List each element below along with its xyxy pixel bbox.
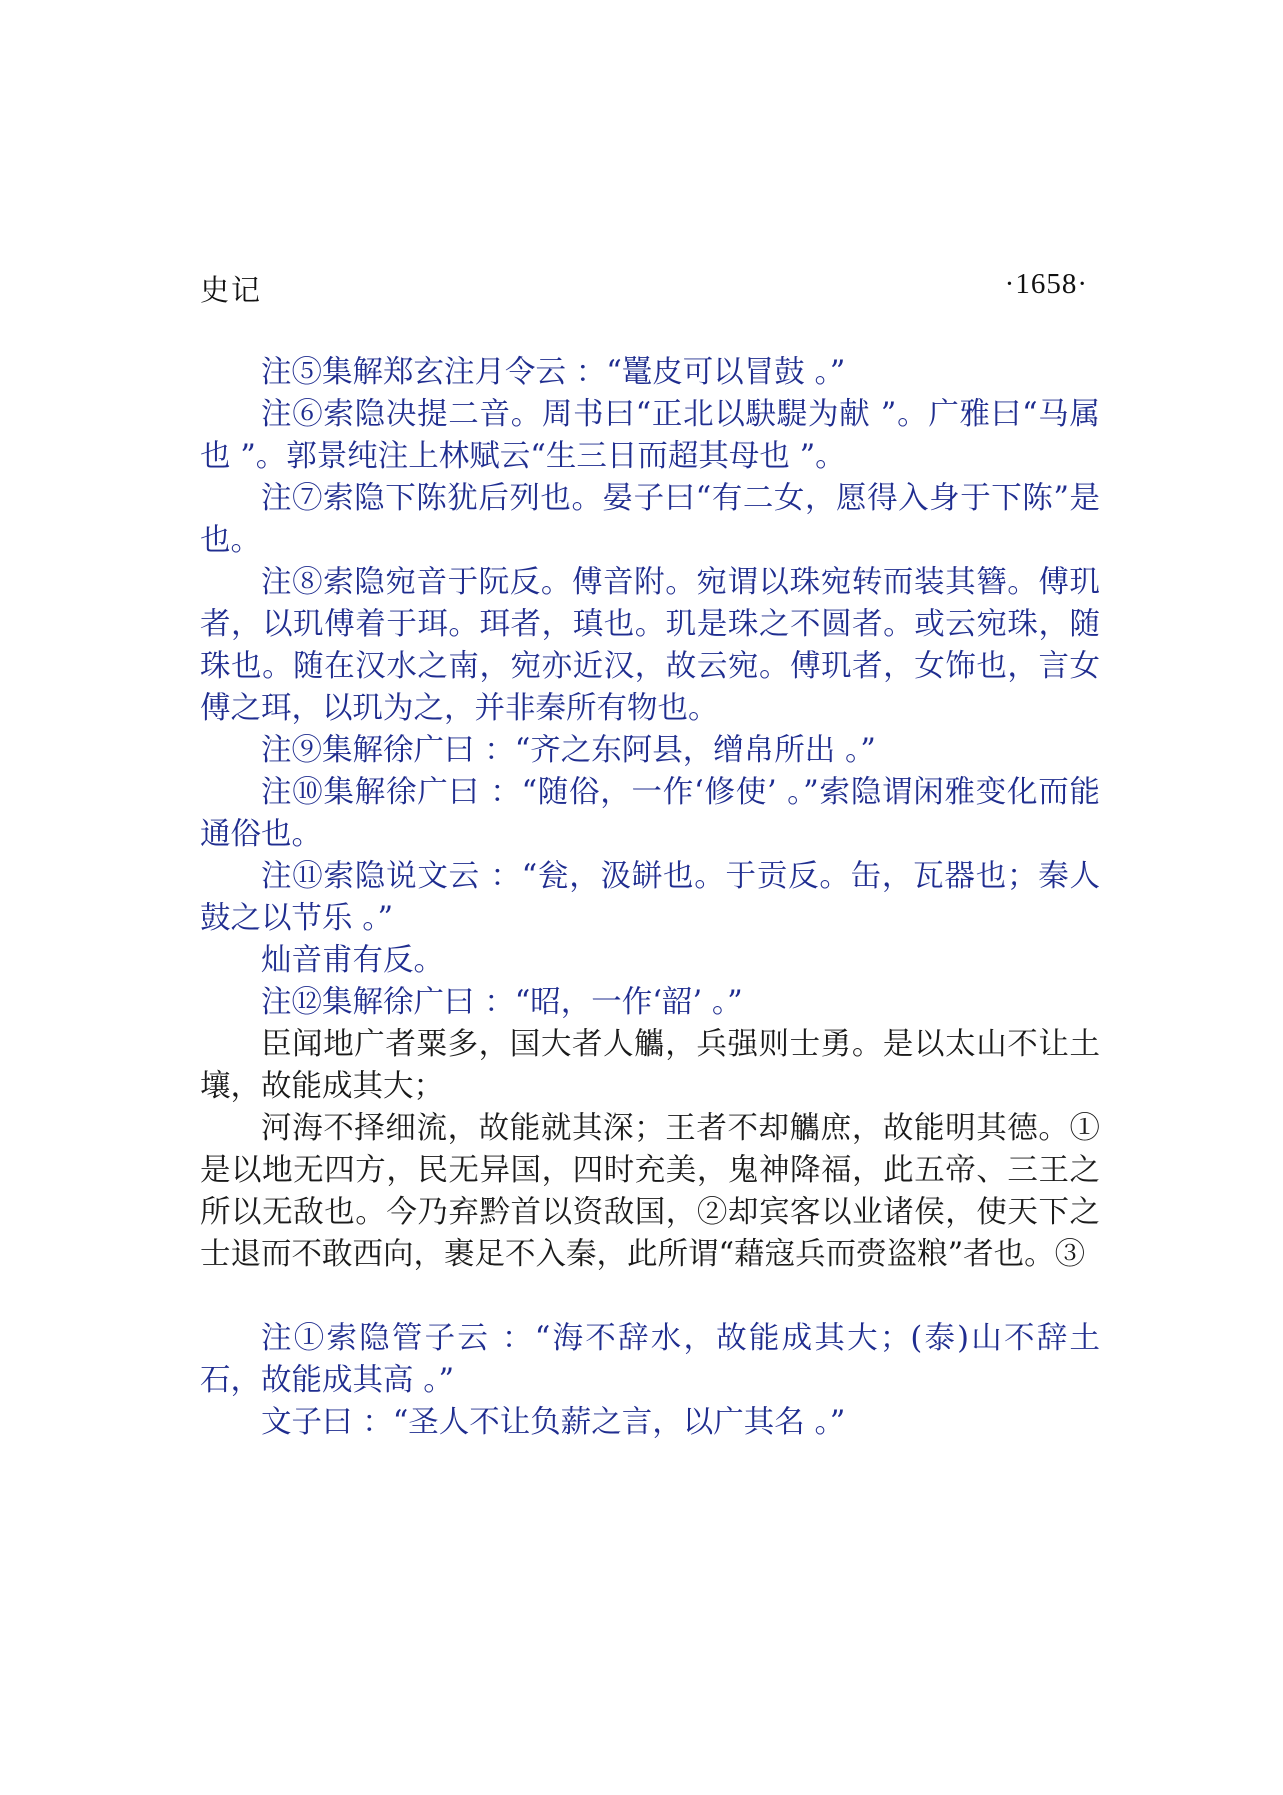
note-paragraph: 注⑩集解徐广曰 ：“随俗，一作‘修使’ 。”索隐谓闲雅变化而能通俗也。 — [200, 775, 1100, 852]
paragraph-gap — [200, 1276, 1100, 1318]
page-number: ·1658· — [1004, 268, 1088, 300]
page-body — [200, 352, 1100, 1444]
main-text-paragraph: 臣闻地广者粟多，国大者人觿，兵强则士勇。是以太山不让土壤，故能成其大； — [200, 1027, 1100, 1104]
note-paragraph: 注①索隐管子云 ：“海不辞水，故能成其大；(泰)山不辞土石，故能成其高 。” — [200, 1321, 1100, 1398]
note-paragraph: 注⑨集解徐广曰 ：“齐之东阿县，缯帛所出 。” — [261, 733, 876, 768]
book-title: 史记 — [200, 273, 263, 307]
note-paragraph: 文子曰 ：“圣人不让负薪之言，以广其名 。” — [261, 1405, 846, 1440]
note-paragraph: 灿音甫有反。 — [261, 943, 444, 978]
note-paragraph: 注⑤集解郑玄注月令云 ：“鼍皮可以冒鼓 。” — [261, 355, 846, 390]
page-header — [200, 268, 1088, 308]
note-paragraph: 注⑪索隐说文云 ：“瓮，汲缾也。于贡反。缶，瓦器也；秦人鼓之以节乐 。” — [200, 859, 1100, 936]
note-paragraph: 注⑦索隐下陈犹后列也。晏子曰“有二女，愿得入身于下陈”是也。 — [200, 481, 1100, 558]
note-paragraph: 注⑫集解徐广曰 ：“昭，一作‘韶’ 。” — [261, 985, 743, 1020]
note-paragraph: 注⑧索隐宛音于阮反。傅音附。宛谓以珠宛转而装其簪。傅玑者，以玑傅着于珥。珥者，瑱也。玑是珠之不圆者。或云宛珠，随珠也。随在汉水之南，宛亦近汉，故云宛。傅玑者，女饰也，言女傅之珥，以玑为之，并非秦所有物也。 — [200, 565, 1100, 726]
main-text-paragraph: 河海不择细流，故能就其深；王者不却觿庶，故能明其德。①是以地无四方，民无异国，四时充美，鬼神降福，此五帝、三王之所以无敌也。今乃弃黔首以资敌国，②却宾客以业诸侯，使天下之士退而不敢西向，裹足不入秦，此所谓“藉寇兵而赍盗粮”者也。③ — [200, 1111, 1100, 1272]
note-paragraph: 注⑥索隐决提二音。周书曰“正北以駃騠为献 ”。广雅曰“马属也 ”。郭景纯注上林赋云“生三日而超其母也 ”。 — [200, 397, 1100, 474]
